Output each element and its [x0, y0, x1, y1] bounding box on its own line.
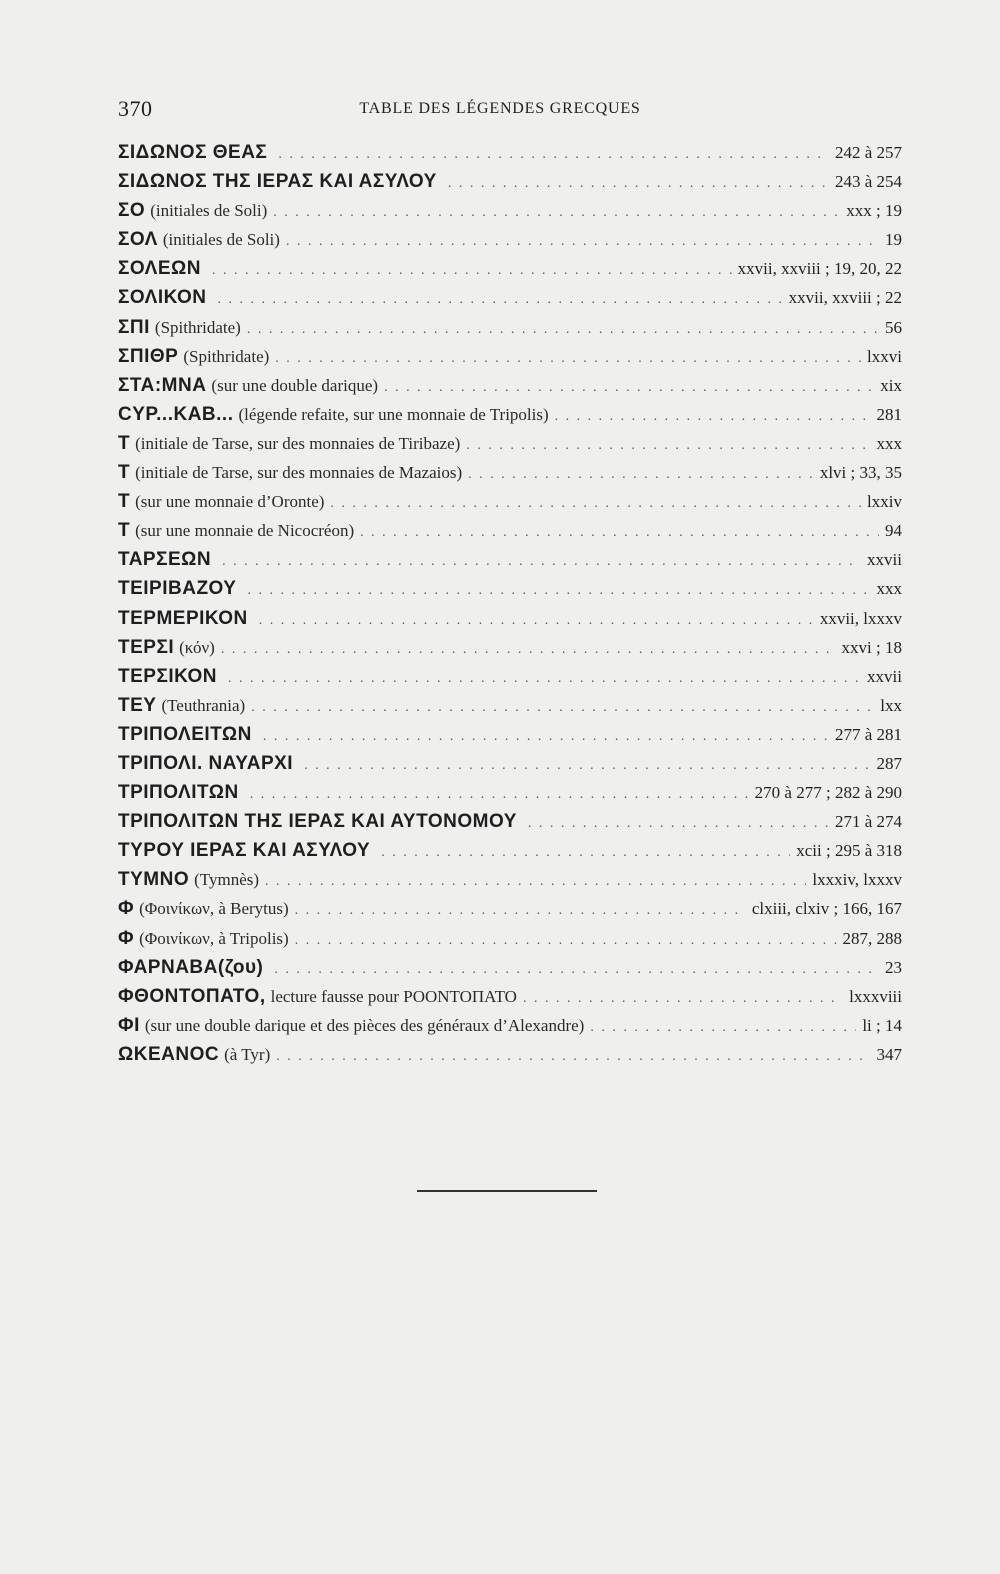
greek-legend: ΣΟΛ — [118, 229, 158, 251]
index-entry — [118, 342, 902, 371]
greek-legend: ΤΡΙΠΟΛΙΤΩΝ ΤΗΣ ΙΕΡΑΣ ΚΑΙ ΑΥΤΟΝΟΜΟΥ — [118, 811, 517, 833]
page-refs: 94 — [885, 521, 902, 541]
page-refs: xxx — [876, 579, 902, 599]
index-entry — [118, 1040, 902, 1069]
index-entry — [118, 225, 902, 254]
greek-legend: ΣΤΑ:ΜΝΑ — [118, 374, 207, 396]
entry-note: (initiales de Soli) — [162, 230, 280, 250]
index-entry — [118, 924, 902, 953]
index-entry — [118, 196, 902, 225]
index-entry — [118, 458, 902, 487]
page-refs: lxxxviii — [849, 986, 902, 1006]
greek-legend: ΤΕΡΣΙΚΟΝ — [118, 665, 217, 687]
greek-legend: ΤΑΡΣΕΩΝ — [118, 549, 212, 571]
page-refs: xxvii, xxviii ; 19, 20, 22 — [737, 259, 902, 279]
page-refs: xxvi ; 18 — [841, 637, 902, 657]
dot-leader — [212, 256, 732, 283]
entry-note: (sur une double darique) — [211, 375, 379, 395]
greek-legend: ΣΟΛΕΩΝ — [118, 258, 201, 280]
index-entry — [118, 254, 902, 283]
index-entry — [118, 691, 902, 720]
greek-legend: Φ — [118, 927, 135, 949]
page-refs: 277 à 281 — [834, 724, 902, 744]
greek-legend: ΣΟ — [118, 200, 146, 222]
greek-legend: ΤΕΙΡΙΒΑΖΟΥ — [118, 578, 237, 600]
page-refs: 23 — [885, 957, 902, 977]
dot-leader — [263, 722, 829, 749]
index-entry — [118, 894, 902, 923]
entry-note: (Tymnès) — [194, 870, 260, 890]
greek-legend: ΣΙΔΩΝΟΣ ΘΕΑΣ — [118, 142, 268, 163]
page-refs: lxxxiv, lxxxv — [812, 870, 902, 890]
page-refs: xxvii, xxviii ; 22 — [788, 288, 902, 308]
index-entry — [118, 400, 902, 429]
index-entry — [118, 807, 902, 836]
dot-leader — [228, 664, 861, 691]
dot-leader — [217, 285, 782, 312]
entry-note: (Teuthrania) — [161, 695, 246, 715]
greek-legend: ΣΠΙΘΡ — [118, 345, 179, 367]
index-entry — [118, 720, 902, 749]
dot-leader — [590, 1013, 856, 1040]
dot-leader — [222, 547, 861, 574]
greek-legend: Τ — [118, 462, 131, 484]
dot-leader — [523, 984, 843, 1011]
greek-legend: Τ — [118, 520, 131, 542]
running-title: TABLE DES LÉGENDES GRECQUES — [359, 100, 641, 117]
entry-note: (Φοινίκων, à Berytus) — [139, 899, 289, 919]
greek-legend: ΩΚΕΑΝΟC — [118, 1043, 220, 1065]
dot-leader — [360, 518, 879, 545]
dot-leader — [286, 227, 879, 254]
dot-leader — [295, 896, 746, 923]
greek-legend: Τ — [118, 432, 131, 454]
index-entry — [118, 371, 902, 400]
page-refs: xxvii — [867, 666, 902, 686]
index-entry — [118, 516, 902, 545]
page-number: 370 — [118, 96, 153, 121]
page-refs: 281 — [876, 404, 902, 424]
entry-note: (sur une monnaie de Nicocréon) — [135, 521, 355, 541]
dot-leader — [381, 838, 790, 865]
greek-legend: ΤΕΡΜΕΡΙΚΟΝ — [118, 607, 248, 629]
dot-leader — [295, 926, 837, 953]
entry-note: (initiale de Tarse, sur des monnaies de Mazaios) — [135, 463, 463, 483]
index-entry — [118, 865, 902, 894]
index-entry — [118, 138, 902, 167]
page-refs: 347 — [876, 1044, 902, 1064]
dot-leader — [304, 751, 870, 778]
dot-leader — [448, 169, 829, 196]
index-entry — [118, 545, 902, 574]
page-refs: xlvi ; 33, 35 — [819, 463, 902, 483]
index-entry — [118, 836, 902, 865]
dot-leader — [528, 809, 829, 836]
page-refs: xxx — [876, 433, 902, 453]
index-entry — [118, 429, 902, 458]
entry-note: (Spithridate) — [154, 317, 241, 337]
dot-leader — [259, 606, 814, 633]
dot-leader — [274, 955, 879, 982]
entry-note: lecture fausse pour ΡΟΟΝΤΟΠΑΤΟ — [270, 986, 517, 1006]
dot-leader — [265, 867, 806, 894]
entry-note: (Φοινίκων, à Tripolis) — [139, 928, 289, 948]
index-entry — [118, 604, 902, 633]
end-rule — [417, 1190, 597, 1192]
entry-note: (sur une double darique et des pièces des généraux d’Alexandre) — [144, 1015, 585, 1035]
dot-leader — [247, 315, 879, 342]
greek-legend: ΦΑΡΝΑΒΑ(ζου) — [118, 956, 264, 978]
entry-note: (sur une monnaie d’Oronte) — [135, 492, 325, 512]
dot-leader — [273, 198, 840, 225]
index-entry — [118, 633, 902, 662]
dot-leader — [468, 460, 814, 487]
page-refs: 270 à 277 ; 282 à 290 — [754, 783, 902, 803]
page-refs: lxxvi — [867, 346, 902, 366]
greek-legend: ΤΡΙΠΟΛΕΙΤΩΝ — [118, 723, 252, 745]
page-refs: 271 à 274 — [834, 812, 902, 832]
index-entry — [118, 167, 902, 196]
greek-legend: ΣΠΙ — [118, 316, 150, 338]
greek-legend: ΤΥΡΟΥ ΙΕΡΑΣ ΚΑΙ ΑΣΥΛΟΥ — [118, 840, 371, 862]
dot-leader — [275, 344, 861, 371]
dot-leader — [247, 576, 870, 603]
greek-legend: Τ — [118, 491, 131, 513]
entry-note: (Spithridate) — [183, 346, 270, 366]
dot-leader — [555, 402, 871, 429]
dot-leader — [251, 693, 874, 720]
greek-legend: ΦΘΟΝΤΟΠΑΤΟ, — [118, 985, 266, 1007]
entry-note: (légende refaite, sur une monnaie de Tripolis) — [238, 404, 549, 424]
greek-legend: Φ — [118, 898, 135, 920]
index-entry — [118, 283, 902, 312]
entry-note: (initiale de Tarse, sur des monnaies de Tiribaze) — [135, 433, 461, 453]
greek-legend: CΥΡ...ΚΑΒ... — [118, 403, 234, 425]
greek-legend: ΤΕΥ — [118, 694, 157, 716]
legend-index — [118, 138, 902, 1069]
index-entry — [118, 662, 902, 691]
page-refs: 287 — [876, 753, 902, 773]
page-refs: lxx — [880, 695, 902, 715]
greek-legend: ΣΙΔΩΝΟΣ ΤΗΣ ΙΕΡΑΣ ΚΑΙ ΑΣΥΛΟΥ — [118, 171, 437, 193]
index-entry — [118, 487, 902, 516]
page-refs: 56 — [885, 317, 902, 337]
page-refs: xxvii, lxxxv — [819, 608, 902, 628]
index-entry — [118, 1011, 902, 1040]
page-refs: li ; 14 — [862, 1015, 902, 1035]
page-refs: xcii ; 295 à 318 — [796, 841, 902, 861]
index-entry — [118, 778, 902, 807]
index-entry — [118, 313, 902, 342]
index-entry — [118, 574, 902, 603]
page-refs: clxiii, clxiv ; 166, 167 — [751, 899, 902, 919]
dot-leader — [221, 635, 836, 662]
dot-leader — [384, 373, 874, 400]
page-refs: xix — [880, 375, 902, 395]
dot-leader — [330, 489, 861, 516]
index-entry — [118, 953, 902, 982]
page-refs: xxvii — [867, 550, 902, 570]
greek-legend: ΤΡΙΠΟΛΙ. ΝΑΥΑΡΧΙ — [118, 752, 294, 774]
page-refs: 243 à 254 — [834, 172, 902, 192]
page-refs: xxx ; 19 — [846, 201, 902, 221]
dot-leader — [250, 780, 749, 807]
entry-note: (initiales de Soli) — [150, 201, 268, 221]
page-refs: 19 — [885, 230, 902, 250]
greek-legend: ΤΡΙΠΟΛΙΤΩΝ — [118, 782, 239, 804]
entry-note: (κόν) — [179, 637, 215, 657]
entry-note: (à Tyr) — [224, 1044, 271, 1064]
index-entry — [118, 982, 902, 1011]
index-entry — [118, 749, 902, 778]
page-refs: lxxiv — [867, 492, 902, 512]
greek-legend: ΣΟΛΙΚΟΝ — [118, 287, 207, 309]
greek-legend: ΤΥΜΝΟ — [118, 869, 190, 891]
dot-leader — [278, 140, 829, 167]
dot-leader — [466, 431, 870, 458]
greek-legend: ΦΙ — [118, 1014, 140, 1036]
page-refs: 287, 288 — [842, 928, 902, 948]
page-refs: 242 à 257 — [834, 143, 902, 162]
greek-legend: ΤΕΡΣΙ — [118, 636, 175, 658]
dot-leader — [276, 1042, 870, 1069]
